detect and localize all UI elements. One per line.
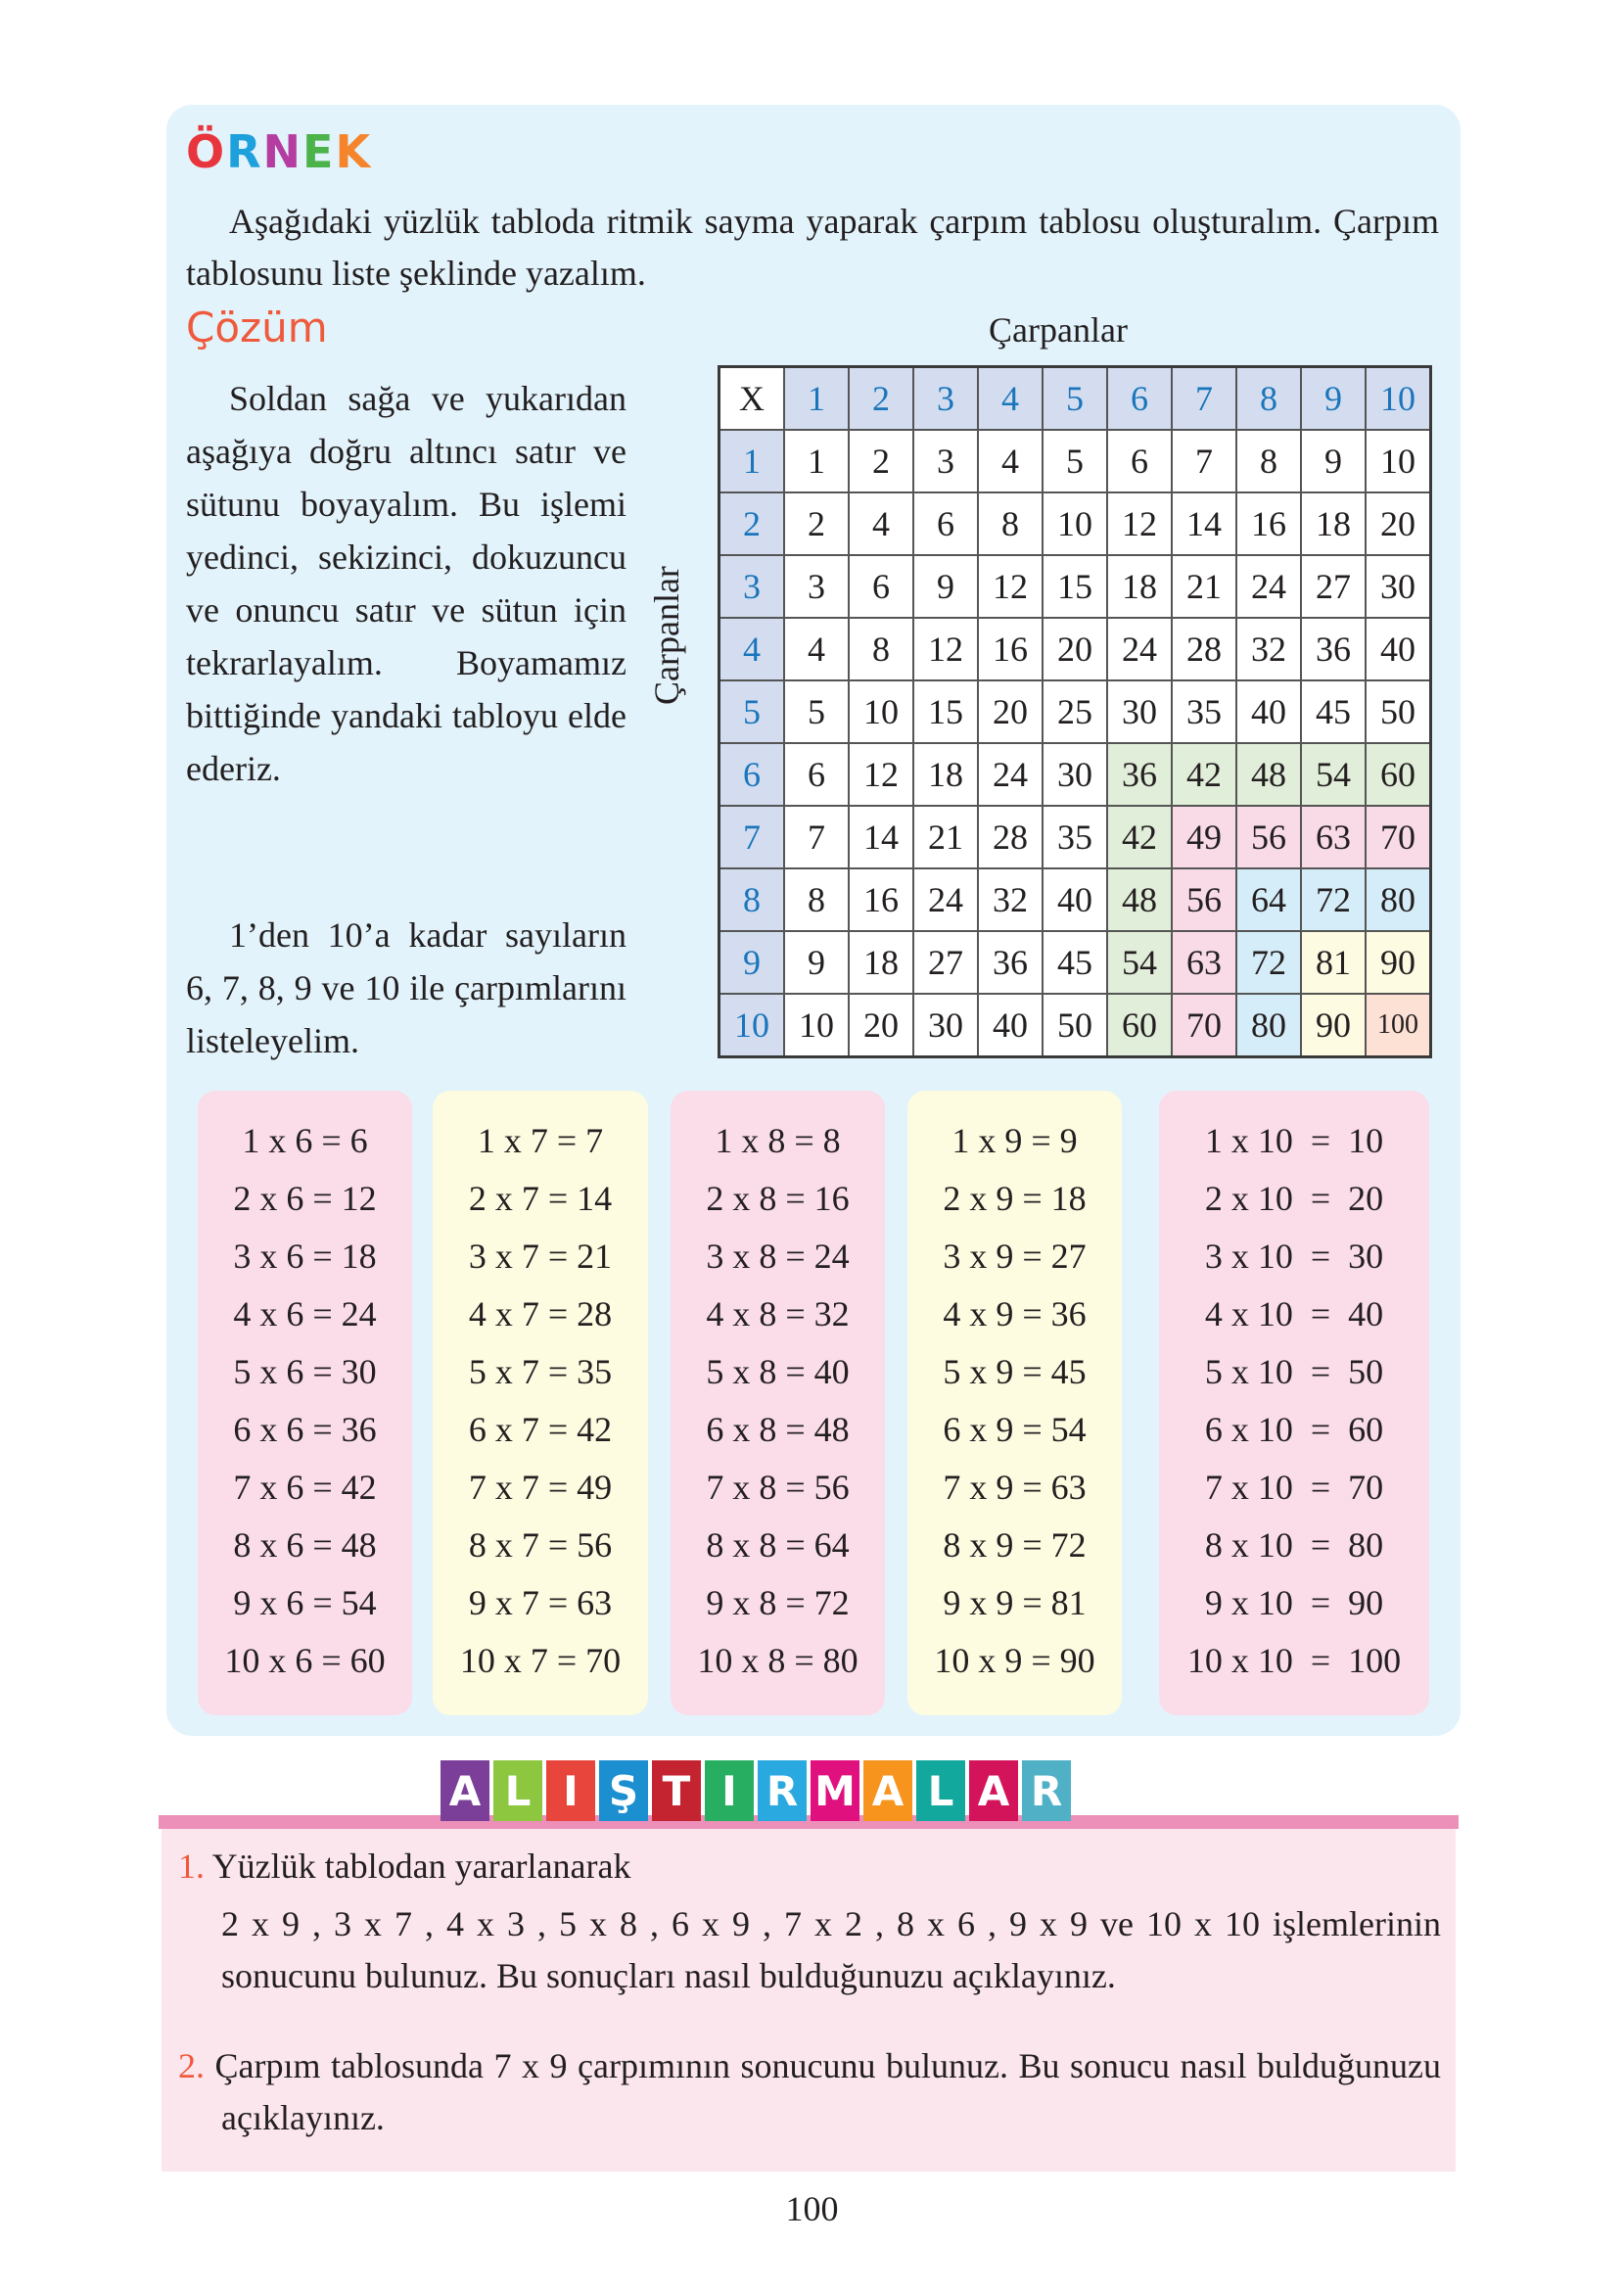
- product-cell: 16: [1236, 492, 1301, 555]
- list-item: 9 x 9 = 81: [943, 1583, 1087, 1622]
- column-header-cell: 5: [1043, 367, 1107, 431]
- product-cell: 56: [1172, 868, 1236, 931]
- list-item: 3 x 7 = 21: [468, 1237, 613, 1276]
- list-item: 1 x 10 = 10: [1204, 1121, 1384, 1160]
- list-item: 4 x 6 = 24: [233, 1294, 377, 1333]
- row-header-cell: 3: [719, 555, 785, 618]
- column-header-cell: 3: [913, 367, 978, 431]
- table-row: [719, 868, 1431, 931]
- list-item: 8 x 6 = 48: [233, 1525, 377, 1565]
- list-item: 3 x 10 = 30: [1204, 1237, 1384, 1276]
- product-cell: 36: [978, 931, 1043, 994]
- list-item: 10 x 7 = 70: [459, 1641, 622, 1680]
- solution-heading: Çözüm: [186, 304, 328, 351]
- table-header-row: [719, 367, 1431, 431]
- product-cell: 16: [849, 868, 913, 931]
- product-cell: 24: [1107, 618, 1172, 680]
- product-cell: 30: [1043, 743, 1107, 806]
- product-cell: 40: [1366, 618, 1431, 680]
- list-item: 2 x 10 = 20: [1204, 1179, 1384, 1218]
- product-cell: 50: [1043, 994, 1107, 1057]
- list-item: 2 x 8 = 16: [706, 1179, 850, 1218]
- times-table-list-10: [1159, 1091, 1429, 1715]
- list-item: 7 x 6 = 42: [233, 1468, 377, 1507]
- intro-text: Aşağıdaki yüzlük tabloda ritmik sayma yaparak çarpım tablosu oluşturalım. Çarpım tablosunu liste şeklinde yazalım.: [186, 202, 1439, 293]
- table-row: [719, 680, 1431, 743]
- product-cell: 10: [849, 680, 913, 743]
- list-item: 2 x 7 = 14: [468, 1179, 613, 1218]
- product-cell: 12: [849, 743, 913, 806]
- product-cell: 80: [1366, 868, 1431, 931]
- product-cell: 48: [1236, 743, 1301, 806]
- product-cell: 42: [1172, 743, 1236, 806]
- multiplication-table: [718, 365, 1432, 1058]
- list-item: 3 x 6 = 18: [233, 1237, 377, 1276]
- row-header-cell: 8: [719, 868, 785, 931]
- product-cell: 48: [1107, 868, 1172, 931]
- solution-text: Soldan sağa ve yukarıdan aşağıya doğru altıncı satır ve sütunu boyayalım. Bu işlemi yedinci, sekizinci, dokuzuncu ve onuncu satır ve sütun için tekrarlayalım. Boyamamız bittiğinde yandaki tabloyu elde ederiz.: [186, 379, 626, 788]
- exercise-2: [178, 2040, 1441, 2144]
- list-item: 3 x 9 = 27: [943, 1237, 1087, 1276]
- row-header-cell: 9: [719, 931, 785, 994]
- product-cell: 63: [1301, 806, 1366, 868]
- list-item: 7 x 10 = 70: [1204, 1468, 1384, 1507]
- product-cell: 25: [1043, 680, 1107, 743]
- product-cell: 27: [913, 931, 978, 994]
- list-item: 7 x 8 = 56: [706, 1468, 850, 1507]
- title-letter: E: [302, 125, 336, 178]
- list-item: 10 x 8 = 80: [697, 1641, 858, 1680]
- banner-letter-tile: M: [811, 1760, 859, 1821]
- product-cell: 24: [978, 743, 1043, 806]
- product-cell: 24: [913, 868, 978, 931]
- product-cell: 49: [1172, 806, 1236, 868]
- title-letter: K: [335, 125, 373, 178]
- column-header-cell: 7: [1172, 367, 1236, 431]
- list-item: 10 x 10 = 100: [1186, 1641, 1402, 1680]
- product-cell: 20: [1043, 618, 1107, 680]
- exercise-text: Yüzlük tablodan yararlanarak: [211, 1847, 631, 1886]
- product-cell: 4: [784, 618, 849, 680]
- row-header-cell: 5: [719, 680, 785, 743]
- column-header-cell: 1: [784, 367, 849, 431]
- column-header-cell: 6: [1107, 367, 1172, 431]
- product-cell: 6: [913, 492, 978, 555]
- column-header-cell: 9: [1301, 367, 1366, 431]
- product-cell: 45: [1043, 931, 1107, 994]
- row-header-cell: 7: [719, 806, 785, 868]
- product-cell: 70: [1172, 994, 1236, 1057]
- list-item: 4 x 9 = 36: [943, 1294, 1087, 1333]
- product-cell: 60: [1366, 743, 1431, 806]
- list-item: 7 x 7 = 49: [468, 1468, 613, 1507]
- product-cell: 8: [784, 868, 849, 931]
- product-cell: 21: [1172, 555, 1236, 618]
- product-cell: 15: [1043, 555, 1107, 618]
- row-header-cell: 6: [719, 743, 785, 806]
- table-corner-cell: X: [719, 367, 785, 431]
- exercise-number: 2.: [178, 2046, 205, 2085]
- table-row: [719, 931, 1431, 994]
- list-item: 9 x 6 = 54: [233, 1583, 377, 1622]
- column-header-cell: 10: [1366, 367, 1431, 431]
- table-row: [719, 555, 1431, 618]
- row-factor-label: Çarpanlar: [647, 566, 686, 705]
- table-row: [719, 492, 1431, 555]
- product-cell: 40: [1043, 868, 1107, 931]
- product-cell: 9: [1301, 430, 1366, 492]
- list-item: 9 x 8 = 72: [706, 1583, 850, 1622]
- product-cell: 50: [1366, 680, 1431, 743]
- row-header-cell: 2: [719, 492, 785, 555]
- banner-letter-tile: Ş: [599, 1760, 648, 1821]
- list-item: 2 x 9 = 18: [943, 1179, 1087, 1218]
- example-heading: [186, 125, 372, 178]
- product-cell: 30: [1107, 680, 1172, 743]
- product-cell: 12: [1107, 492, 1172, 555]
- product-cell: 54: [1301, 743, 1366, 806]
- product-cell: 32: [978, 868, 1043, 931]
- list-item: 8 x 10 = 80: [1204, 1525, 1384, 1565]
- product-cell: 10: [1366, 430, 1431, 492]
- product-cell: 18: [849, 931, 913, 994]
- exercise-text: 2 x 9 , 3 x 7 , 4 x 3 , 5 x 8 , 6 x 9 , 7 x 2 , 8 x 6 , 9 x 9 ve 10 x 10 işlemlerinin sonucunu bulunuz. Bu sonuçları nasıl bulduğunuzu açıklayınız.: [221, 1904, 1441, 1995]
- product-cell: 7: [784, 806, 849, 868]
- product-cell: 54: [1107, 931, 1172, 994]
- product-cell: 18: [913, 743, 978, 806]
- product-cell: 20: [978, 680, 1043, 743]
- list-item: 3 x 8 = 24: [706, 1237, 850, 1276]
- list-item: 6 x 7 = 42: [468, 1410, 613, 1449]
- exercises-banner: [441, 1760, 1071, 1821]
- exercise-text: Çarpım tablosunda 7 x 9 çarpımının sonucunu bulunuz. Bu sonucu nasıl bulduğunuzu açıklayınız.: [214, 2046, 1441, 2137]
- product-cell: 80: [1236, 994, 1301, 1057]
- column-header-cell: 2: [849, 367, 913, 431]
- list-item: 6 x 6 = 36: [233, 1410, 377, 1449]
- product-cell: 24: [1236, 555, 1301, 618]
- list-item: 8 x 8 = 64: [706, 1525, 850, 1565]
- list-item: 1 x 8 = 8: [715, 1121, 841, 1160]
- list-item: 8 x 9 = 72: [943, 1525, 1087, 1565]
- product-cell: 28: [978, 806, 1043, 868]
- list-item: 1 x 6 = 6: [242, 1121, 368, 1160]
- product-cell: 4: [978, 430, 1043, 492]
- table-row: [719, 994, 1431, 1057]
- product-cell: 63: [1172, 931, 1236, 994]
- banner-letter-tile: L: [916, 1760, 965, 1821]
- product-cell: 42: [1107, 806, 1172, 868]
- product-cell: 10: [1043, 492, 1107, 555]
- product-cell: 6: [849, 555, 913, 618]
- banner-letter-tile: A: [969, 1760, 1018, 1821]
- table-row: [719, 806, 1431, 868]
- product-cell: 14: [849, 806, 913, 868]
- title-letter: R: [226, 125, 263, 178]
- list-item: 1 x 9 = 9: [951, 1121, 1078, 1160]
- product-cell: 18: [1301, 492, 1366, 555]
- product-cell: 64: [1236, 868, 1301, 931]
- product-cell: 12: [913, 618, 978, 680]
- table-row: [719, 743, 1431, 806]
- times-table-list-6: [198, 1091, 412, 1715]
- list-item: 9 x 7 = 63: [468, 1583, 613, 1622]
- times-table-list-9: [907, 1091, 1122, 1715]
- product-cell: 28: [1172, 618, 1236, 680]
- product-cell: 6: [1107, 430, 1172, 492]
- product-cell: 5: [784, 680, 849, 743]
- product-cell: 20: [849, 994, 913, 1057]
- product-cell: 9: [784, 931, 849, 994]
- product-cell: 18: [1107, 555, 1172, 618]
- list-item: 5 x 8 = 40: [706, 1352, 850, 1391]
- list-item: 5 x 10 = 50: [1204, 1352, 1384, 1391]
- product-cell: 2: [784, 492, 849, 555]
- list-item: 4 x 7 = 28: [468, 1294, 613, 1333]
- list-item: 8 x 7 = 56: [468, 1525, 613, 1565]
- product-cell: 72: [1236, 931, 1301, 994]
- times-table-list-8: [671, 1091, 885, 1715]
- column-factor-label: Çarpanlar: [989, 310, 1128, 350]
- list-item: 5 x 9 = 45: [943, 1352, 1087, 1391]
- product-cell: 3: [913, 430, 978, 492]
- column-header-cell: 8: [1236, 367, 1301, 431]
- row-header-cell: 10: [719, 994, 785, 1057]
- product-cell: 8: [1236, 430, 1301, 492]
- times-table-list-7: [433, 1091, 648, 1715]
- product-cell: 8: [849, 618, 913, 680]
- page-number: 100: [785, 2189, 839, 2228]
- product-cell: 1: [784, 430, 849, 492]
- product-cell: 40: [978, 994, 1043, 1057]
- product-cell: 16: [978, 618, 1043, 680]
- product-cell: 36: [1107, 743, 1172, 806]
- product-cell: 30: [913, 994, 978, 1057]
- product-cell: 36: [1301, 618, 1366, 680]
- product-cell: 10: [784, 994, 849, 1057]
- product-cell: 2: [849, 430, 913, 492]
- product-cell: 72: [1301, 868, 1366, 931]
- product-cell: 8: [978, 492, 1043, 555]
- list-item: 6 x 9 = 54: [943, 1410, 1087, 1449]
- banner-letter-tile: A: [441, 1760, 489, 1821]
- product-cell: 40: [1236, 680, 1301, 743]
- product-cell: 70: [1366, 806, 1431, 868]
- banner-letter-tile: T: [652, 1760, 701, 1821]
- exercise-1: [178, 1841, 1441, 2002]
- product-cell: 5: [1043, 430, 1107, 492]
- list-item: 1 x 7 = 7: [477, 1121, 604, 1160]
- list-item: 5 x 7 = 35: [468, 1352, 613, 1391]
- list-item: 10 x 9 = 90: [934, 1641, 1095, 1680]
- list-item: 5 x 6 = 30: [233, 1352, 377, 1391]
- product-cell: 90: [1301, 994, 1366, 1057]
- product-cell: 30: [1366, 555, 1431, 618]
- banner-letter-tile: L: [493, 1760, 542, 1821]
- product-cell: 7: [1172, 430, 1236, 492]
- product-cell: 90: [1366, 931, 1431, 994]
- product-cell: 20: [1366, 492, 1431, 555]
- row-header-cell: 1: [719, 430, 785, 492]
- list-item: 6 x 10 = 60: [1204, 1410, 1384, 1449]
- title-letter: N: [262, 125, 303, 178]
- product-cell: 27: [1301, 555, 1366, 618]
- banner-letter-tile: I: [705, 1760, 754, 1821]
- product-cell: 35: [1172, 680, 1236, 743]
- banner-letter-tile: A: [863, 1760, 912, 1821]
- product-cell: 3: [784, 555, 849, 618]
- banner-letter-tile: R: [758, 1760, 807, 1821]
- table-row: [719, 618, 1431, 680]
- list-item: 7 x 9 = 63: [943, 1468, 1087, 1507]
- column-header-cell: 4: [978, 367, 1043, 431]
- product-cell: 12: [978, 555, 1043, 618]
- table-row: [719, 430, 1431, 492]
- product-cell: 6: [784, 743, 849, 806]
- exercise-number: 1.: [178, 1847, 205, 1886]
- list-item: 2 x 6 = 12: [233, 1179, 377, 1218]
- product-cell: 4: [849, 492, 913, 555]
- product-cell: 21: [913, 806, 978, 868]
- list-item: 4 x 10 = 40: [1204, 1294, 1384, 1333]
- list-item: 6 x 8 = 48: [706, 1410, 850, 1449]
- row-header-cell: 4: [719, 618, 785, 680]
- product-cell: 32: [1236, 618, 1301, 680]
- product-cell: 15: [913, 680, 978, 743]
- product-cell: 9: [913, 555, 978, 618]
- product-cell: 60: [1107, 994, 1172, 1057]
- product-cell: 35: [1043, 806, 1107, 868]
- product-cell: 14: [1172, 492, 1236, 555]
- product-cell: 45: [1301, 680, 1366, 743]
- list-item: 10 x 6 = 60: [224, 1641, 386, 1680]
- banner-letter-tile: R: [1022, 1760, 1071, 1821]
- list-intro-text: 1’den 10’a kadar sayıların 6, 7, 8, 9 ve 10 ile çarpımlarını listeleyelim.: [186, 915, 626, 1060]
- title-letter: Ö: [186, 125, 227, 178]
- list-item: 4 x 8 = 32: [706, 1294, 850, 1333]
- list-item: 9 x 10 = 90: [1204, 1583, 1384, 1622]
- product-cell: 81: [1301, 931, 1366, 994]
- banner-letter-tile: I: [546, 1760, 595, 1821]
- product-cell: 56: [1236, 806, 1301, 868]
- product-cell: 100: [1366, 994, 1431, 1057]
